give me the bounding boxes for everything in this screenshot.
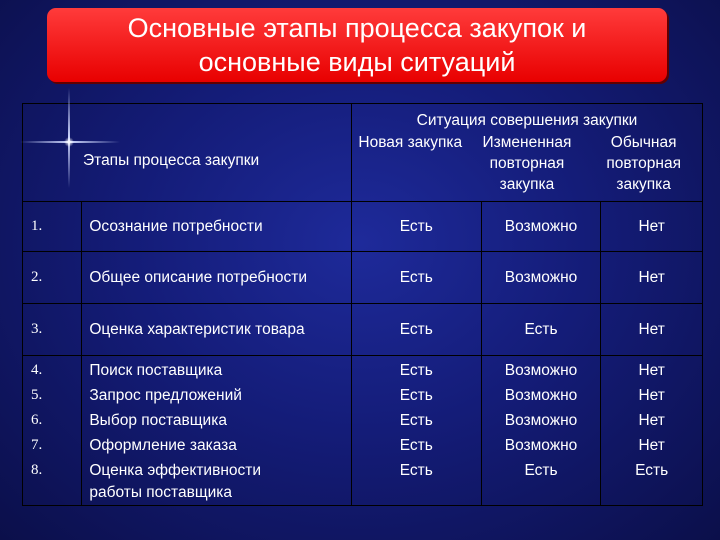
modified-repeat-cell-line: Есть (524, 321, 558, 338)
row-number-line: 2. (31, 269, 43, 285)
stage-cell-line: Осознание потребности (89, 218, 263, 235)
new-purchase-cell (351, 202, 481, 252)
stage-cell (82, 356, 352, 506)
modified-repeat-cell (481, 356, 601, 506)
procurement-table (22, 103, 703, 506)
stage-cell-line: Оценка эффективности (89, 462, 262, 479)
row-number-line: 6. (31, 412, 43, 428)
row-number-line: 3. (31, 321, 43, 337)
new-purchase-cell-line: Есть (399, 437, 433, 454)
row-number (23, 252, 82, 304)
routine-repeat-cell-line: Нет (638, 412, 665, 429)
new-purchase-cell-line: Есть (399, 218, 433, 235)
stage-cell (82, 304, 352, 356)
stage-cell-line: Поиск поставщика (89, 362, 223, 379)
slide-title (47, 8, 667, 82)
modified-repeat-cell-line: Возможно (504, 387, 578, 404)
stage-cell-line: Общее описание потребности (89, 269, 307, 286)
new-purchase-cell (351, 304, 481, 356)
stage-cell-line: Оценка характеристик товара (89, 321, 305, 338)
col-routine-repeat: Обычная повторная закупка (606, 134, 681, 193)
stage-cell-line: Запрос предложений (89, 387, 242, 404)
row-number-line: 1. (31, 218, 43, 234)
stage-header: Этапы процесса закупки (83, 151, 260, 169)
modified-repeat-cell-line: Возможно (504, 218, 578, 235)
modified-repeat-cell (481, 252, 601, 304)
modified-repeat-cell-line: Возможно (504, 269, 578, 286)
routine-repeat-cell-line: Нет (638, 218, 665, 235)
situation-header-cell (351, 104, 702, 202)
routine-repeat-cell (601, 356, 703, 506)
row-number-line: 7. (31, 437, 43, 453)
stage-header-cell (23, 104, 352, 202)
new-purchase-cell (351, 252, 481, 304)
routine-repeat-cell-line: Нет (638, 269, 665, 286)
stage-cell-line: работы поставщика (89, 484, 232, 501)
row-number-line: 5. (31, 387, 43, 403)
modified-repeat-cell-line: Возможно (504, 362, 578, 379)
title-line-2: основные виды ситуаций (198, 47, 516, 77)
title-line-1: Основные этапы процесса закупок и (127, 13, 587, 43)
new-purchase-cell-line: Есть (399, 462, 433, 479)
new-purchase-cell (351, 356, 481, 506)
new-purchase-cell-line: Есть (399, 387, 433, 404)
modified-repeat-cell (481, 202, 601, 252)
routine-repeat-cell-line: Нет (638, 387, 665, 404)
col-modified-repeat: Измененная повторная закупка (482, 134, 572, 193)
row-number (23, 202, 82, 252)
sparkle-dot (64, 137, 74, 147)
table-row (23, 356, 703, 506)
routine-repeat-cell (601, 252, 703, 304)
new-purchase-cell-line: Есть (399, 321, 433, 338)
row-number (23, 304, 82, 356)
table-row (23, 304, 703, 356)
routine-repeat-cell-line: Есть (635, 462, 669, 479)
modified-repeat-cell-line: Возможно (504, 437, 578, 454)
stage-cell-line: Оформление заказа (89, 437, 237, 454)
stage-cell (82, 202, 352, 252)
modified-repeat-cell (481, 304, 601, 356)
col-new-purchase: Новая закупка (358, 134, 463, 151)
new-purchase-cell-line: Есть (399, 269, 433, 286)
modified-repeat-cell-line: Возможно (504, 412, 578, 429)
stage-cell-line: Выбор поставщика (89, 412, 227, 429)
new-purchase-cell-line: Есть (399, 412, 433, 429)
routine-repeat-cell (601, 304, 703, 356)
row-number-line: 8. (31, 462, 43, 478)
routine-repeat-cell (601, 202, 703, 252)
table-row (23, 202, 703, 252)
routine-repeat-cell-line: Нет (638, 362, 665, 379)
table-row (23, 252, 703, 304)
modified-repeat-cell-line: Есть (524, 462, 558, 479)
situation-header: Ситуация совершения закупки (416, 112, 638, 129)
new-purchase-cell-line: Есть (399, 362, 433, 379)
row-number-line: 4. (31, 362, 43, 378)
routine-repeat-cell-line: Нет (638, 321, 665, 338)
row-number (23, 356, 82, 506)
routine-repeat-cell-line: Нет (638, 437, 665, 454)
stage-cell (82, 252, 352, 304)
